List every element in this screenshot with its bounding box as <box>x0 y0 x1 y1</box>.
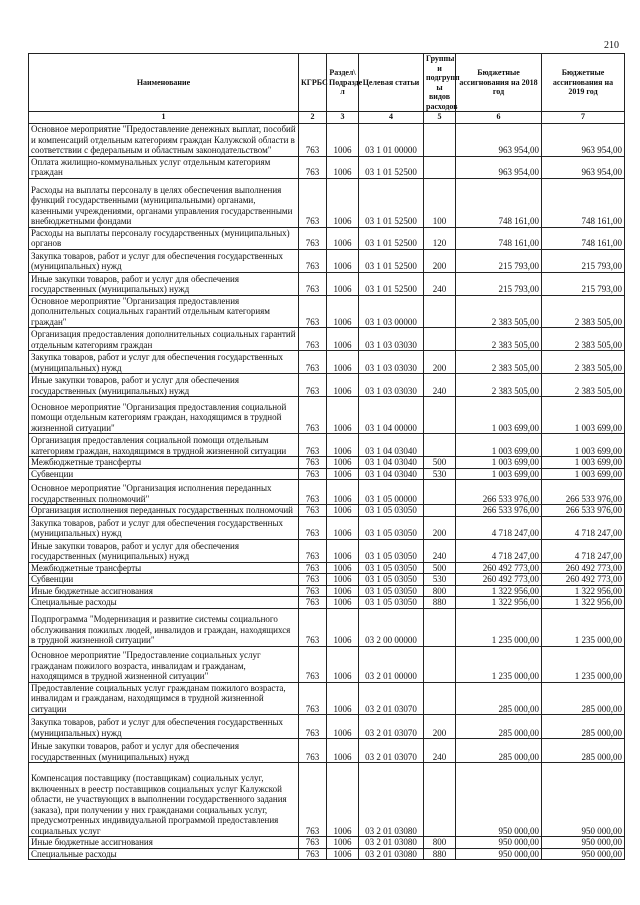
row-kgrbs: 763 <box>299 328 327 351</box>
row-expense-group: 500 <box>424 457 456 469</box>
row-kgrbs: 763 <box>299 156 327 178</box>
row-amount-2018: 950 000,00 <box>456 837 542 849</box>
row-target-article: 03 1 01 52500 <box>359 156 424 178</box>
row-amount-2018: 963 954,00 <box>456 156 542 178</box>
row-name: Межбюджетные трансферты <box>29 562 299 574</box>
row-name: Предоставление социальных услуг гражданам пожилого возраста, инвалидам и гражданам, находящимся в трудной жизненной ситуации <box>29 682 299 715</box>
row-target-article: 03 1 04 03040 <box>359 457 424 469</box>
row-target-article: 03 1 01 52500 <box>359 272 424 295</box>
table-row <box>29 397 625 434</box>
row-target-article: 03 1 05 03050 <box>359 539 424 562</box>
row-name: Закупка товаров, работ и услуг для обеспечения государственных (муниципальных) нужд <box>29 715 299 739</box>
row-section: 1006 <box>327 574 359 586</box>
row-amount-2019: 1 235 000,00 <box>542 608 625 646</box>
table-row <box>29 646 625 682</box>
row-amount-2018: 260 492 773,00 <box>456 574 542 586</box>
row-kgrbs: 763 <box>299 295 327 328</box>
row-name: Специальные расходы <box>29 597 299 609</box>
row-name: Закупка товаров, работ и услуг для обеспечения государственных (муниципальных) нужд <box>29 249 299 272</box>
row-expense-group <box>424 608 456 646</box>
row-name: Субвенции <box>29 574 299 586</box>
row-section: 1006 <box>327 480 359 505</box>
header-row <box>29 54 625 112</box>
row-amount-2019: 285 000,00 <box>542 739 625 763</box>
row-amount-2018: 266 533 976,00 <box>456 505 542 517</box>
row-target-article: 03 2 01 00000 <box>359 646 424 682</box>
row-name: Организация исполнения переданных государственных полномочий <box>29 505 299 517</box>
row-target-article: 03 1 01 52500 <box>359 249 424 272</box>
row-section: 1006 <box>327 837 359 849</box>
table-row <box>29 480 625 505</box>
table-row <box>29 434 625 457</box>
row-expense-group <box>424 646 456 682</box>
row-amount-2018: 748 161,00 <box>456 178 542 227</box>
table-row <box>29 562 625 574</box>
row-amount-2018: 950 000,00 <box>456 848 542 860</box>
row-target-article: 03 1 03 03030 <box>359 328 424 351</box>
row-amount-2019: 260 492 773,00 <box>542 574 625 586</box>
row-section: 1006 <box>327 374 359 397</box>
row-amount-2019: 2 383 505,00 <box>542 328 625 351</box>
row-amount-2019: 950 000,00 <box>542 763 625 837</box>
row-amount-2019: 748 161,00 <box>542 227 625 249</box>
row-amount-2018: 2 383 505,00 <box>456 295 542 328</box>
row-name: Основное мероприятие "Предоставление социальных услуг гражданам пожилого возраста, инвалидам и гражданам, находящимся в трудной жизненной ситуации" <box>29 646 299 682</box>
row-name: Закупка товаров, работ и услуг для обеспечения государственных (муниципальных) нужд <box>29 351 299 374</box>
page-number: 210 <box>604 40 619 51</box>
row-name: Расходы на выплаты персоналу в целях обеспечения выполнения функций государственными (муниципальными) органами, казенными учреждениями, органами управления государственными внебюджетными фондами <box>29 178 299 227</box>
row-amount-2018: 1 322 956,00 <box>456 585 542 597</box>
row-amount-2019: 950 000,00 <box>542 837 625 849</box>
table-row <box>29 715 625 739</box>
row-kgrbs: 763 <box>299 837 327 849</box>
row-name: Иные бюджетные ассигнования <box>29 585 299 597</box>
row-section: 1006 <box>327 597 359 609</box>
row-kgrbs: 763 <box>299 123 327 156</box>
row-kgrbs: 763 <box>299 516 327 539</box>
row-amount-2018: 1 235 000,00 <box>456 646 542 682</box>
row-amount-2019: 285 000,00 <box>542 715 625 739</box>
row-amount-2018: 285 000,00 <box>456 739 542 763</box>
row-target-article: 03 1 03 03030 <box>359 351 424 374</box>
row-expense-group: 240 <box>424 272 456 295</box>
row-name: Оплата жилищно-коммунальных услуг отдельным категориям граждан <box>29 156 299 178</box>
row-section: 1006 <box>327 397 359 434</box>
row-expense-group: 800 <box>424 837 456 849</box>
index-cell: 3 <box>327 112 359 124</box>
table-row <box>29 328 625 351</box>
header-name: Наименование <box>29 54 299 112</box>
row-name: Иные закупки товаров, работ и услуг для обеспечения государственных (муниципальных) нужд <box>29 272 299 295</box>
row-expense-group: 200 <box>424 715 456 739</box>
row-amount-2018: 1 003 699,00 <box>456 468 542 480</box>
row-amount-2019: 2 383 505,00 <box>542 351 625 374</box>
row-target-article: 03 1 04 03040 <box>359 468 424 480</box>
row-expense-group: 500 <box>424 562 456 574</box>
row-kgrbs: 763 <box>299 608 327 646</box>
row-target-article: 03 1 01 00000 <box>359 123 424 156</box>
row-target-article: 03 1 01 52500 <box>359 227 424 249</box>
row-target-article: 03 2 01 03080 <box>359 848 424 860</box>
row-name: Иные закупки товаров, работ и услуг для обеспечения государственных (муниципальных) нужд <box>29 374 299 397</box>
row-amount-2019: 285 000,00 <box>542 682 625 715</box>
table-row <box>29 574 625 586</box>
row-amount-2018: 215 793,00 <box>456 249 542 272</box>
row-amount-2018: 1 003 699,00 <box>456 397 542 434</box>
row-kgrbs: 763 <box>299 374 327 397</box>
row-amount-2018: 266 533 976,00 <box>456 480 542 505</box>
row-kgrbs: 763 <box>299 539 327 562</box>
row-expense-group: 200 <box>424 516 456 539</box>
row-kgrbs: 763 <box>299 468 327 480</box>
row-amount-2018: 260 492 773,00 <box>456 562 542 574</box>
row-target-article: 03 2 01 03080 <box>359 763 424 837</box>
row-target-article: 03 1 03 03030 <box>359 374 424 397</box>
row-expense-group: 880 <box>424 848 456 860</box>
row-expense-group <box>424 480 456 505</box>
row-amount-2018: 1 322 956,00 <box>456 597 542 609</box>
table-row <box>29 763 625 837</box>
row-name: Организация предоставления социальной помощи отдельным категориям граждан, находящимся в трудной жизненной ситуации <box>29 434 299 457</box>
row-kgrbs: 763 <box>299 178 327 227</box>
row-expense-group: 530 <box>424 468 456 480</box>
table-row <box>29 295 625 328</box>
header-group: Группы и подгрупп ы видов расходов <box>424 54 456 112</box>
row-name: Организация предоставления дополнительных социальных гарантий отдельным категориям граждан <box>29 328 299 351</box>
row-amount-2018: 2 383 505,00 <box>456 374 542 397</box>
index-cell: 1 <box>29 112 299 124</box>
table-row <box>29 457 625 469</box>
row-amount-2018: 950 000,00 <box>456 763 542 837</box>
row-expense-group <box>424 397 456 434</box>
row-section: 1006 <box>327 646 359 682</box>
row-amount-2019: 2 383 505,00 <box>542 295 625 328</box>
row-name: Основное мероприятие "Организация предоставления дополнительных социальных гарантий отдельным категориям граждан" <box>29 295 299 328</box>
row-amount-2019: 4 718 247,00 <box>542 516 625 539</box>
table-row <box>29 178 625 227</box>
index-cell: 5 <box>424 112 456 124</box>
row-name: Закупка товаров, работ и услуг для обеспечения государственных (муниципальных) нужд <box>29 516 299 539</box>
row-target-article: 03 1 04 03040 <box>359 434 424 457</box>
row-kgrbs: 763 <box>299 397 327 434</box>
row-expense-group <box>424 328 456 351</box>
row-target-article: 03 1 05 03050 <box>359 574 424 586</box>
row-amount-2019: 1 003 699,00 <box>542 397 625 434</box>
row-expense-group: 240 <box>424 739 456 763</box>
row-expense-group <box>424 763 456 837</box>
row-kgrbs: 763 <box>299 249 327 272</box>
row-target-article: 03 1 05 03050 <box>359 597 424 609</box>
row-section: 1006 <box>327 505 359 517</box>
row-amount-2019: 4 718 247,00 <box>542 539 625 562</box>
row-target-article: 03 1 04 00000 <box>359 397 424 434</box>
row-name: Специальные расходы <box>29 848 299 860</box>
row-name: Компенсация поставщику (поставщикам) социальных услуг, включенных в реестр поставщиков социальных услуг Калужской области, не участвующих в выполнении государственного задания (заказа), при получении у них гражданами социальных услуг, предусмотренных индивидуальной программой предоставления социальных услуг <box>29 763 299 837</box>
table-row <box>29 505 625 517</box>
row-expense-group: 200 <box>424 351 456 374</box>
row-kgrbs: 763 <box>299 480 327 505</box>
table-row <box>29 468 625 480</box>
row-expense-group: 200 <box>424 249 456 272</box>
row-amount-2018: 1 235 000,00 <box>456 608 542 646</box>
row-amount-2019: 1 003 699,00 <box>542 457 625 469</box>
row-amount-2018: 4 718 247,00 <box>456 516 542 539</box>
row-expense-group: 800 <box>424 585 456 597</box>
row-section: 1006 <box>327 468 359 480</box>
budget-table <box>28 53 625 860</box>
row-kgrbs: 763 <box>299 272 327 295</box>
row-section: 1006 <box>327 739 359 763</box>
row-expense-group: 240 <box>424 374 456 397</box>
row-section: 1006 <box>327 227 359 249</box>
table-row <box>29 848 625 860</box>
row-kgrbs: 763 <box>299 505 327 517</box>
row-target-article: 03 2 01 03080 <box>359 837 424 849</box>
row-amount-2019: 748 161,00 <box>542 178 625 227</box>
row-section: 1006 <box>327 328 359 351</box>
table-row <box>29 837 625 849</box>
table-row <box>29 516 625 539</box>
index-cell: 4 <box>359 112 424 124</box>
row-amount-2018: 4 718 247,00 <box>456 539 542 562</box>
row-amount-2019: 266 533 976,00 <box>542 505 625 517</box>
row-target-article: 03 2 00 00000 <box>359 608 424 646</box>
index-cell: 7 <box>542 112 625 124</box>
row-amount-2019: 1 235 000,00 <box>542 646 625 682</box>
index-cell: 6 <box>456 112 542 124</box>
table-row <box>29 539 625 562</box>
table-row <box>29 249 625 272</box>
row-expense-group: 120 <box>424 227 456 249</box>
row-target-article: 03 1 05 03050 <box>359 562 424 574</box>
row-target-article: 03 2 01 03070 <box>359 739 424 763</box>
table-row <box>29 608 625 646</box>
row-section: 1006 <box>327 178 359 227</box>
row-amount-2019: 1 003 699,00 <box>542 434 625 457</box>
row-target-article: 03 1 05 03050 <box>359 585 424 597</box>
row-section: 1006 <box>327 351 359 374</box>
row-expense-group: 240 <box>424 539 456 562</box>
row-name: Иные закупки товаров, работ и услуг для обеспечения государственных (муниципальных) нужд <box>29 739 299 763</box>
row-target-article: 03 1 03 00000 <box>359 295 424 328</box>
table-row <box>29 374 625 397</box>
row-expense-group: 100 <box>424 178 456 227</box>
row-kgrbs: 763 <box>299 763 327 837</box>
row-amount-2019: 260 492 773,00 <box>542 562 625 574</box>
row-name: Межбюджетные трансферты <box>29 457 299 469</box>
row-target-article: 03 2 01 03070 <box>359 682 424 715</box>
row-name: Основное мероприятие "Организация предоставления социальной помощи отдельным категориям граждан, находящимся в трудной жизненной ситуации" <box>29 397 299 434</box>
row-target-article: 03 1 05 03050 <box>359 505 424 517</box>
row-kgrbs: 763 <box>299 739 327 763</box>
row-kgrbs: 763 <box>299 715 327 739</box>
table-row <box>29 597 625 609</box>
row-expense-group <box>424 156 456 178</box>
row-section: 1006 <box>327 682 359 715</box>
row-name: Основное мероприятие "Предоставление денежных выплат, пособий и компенсаций отдельным категориям граждан Калужской области в соответствии с федеральным и областным законодательством" <box>29 123 299 156</box>
row-amount-2019: 950 000,00 <box>542 848 625 860</box>
index-cell: 2 <box>299 112 327 124</box>
row-section: 1006 <box>327 249 359 272</box>
row-kgrbs: 763 <box>299 457 327 469</box>
row-amount-2018: 285 000,00 <box>456 715 542 739</box>
row-kgrbs: 763 <box>299 848 327 860</box>
row-amount-2019: 963 954,00 <box>542 123 625 156</box>
row-section: 1006 <box>327 272 359 295</box>
row-name: Иные закупки товаров, работ и услуг для обеспечения государственных (муниципальных) нужд <box>29 539 299 562</box>
row-amount-2019: 1 322 956,00 <box>542 585 625 597</box>
header-2018: Бюджетные ассигнования на 2018 год <box>456 54 542 112</box>
row-expense-group: 530 <box>424 574 456 586</box>
header-kgrbs: КГРБС <box>299 54 327 112</box>
row-target-article: 03 1 01 52500 <box>359 178 424 227</box>
row-amount-2019: 215 793,00 <box>542 249 625 272</box>
table-row <box>29 123 625 156</box>
row-expense-group <box>424 434 456 457</box>
row-amount-2018: 285 000,00 <box>456 682 542 715</box>
row-amount-2019: 1 003 699,00 <box>542 468 625 480</box>
row-section: 1006 <box>327 123 359 156</box>
row-section: 1006 <box>327 585 359 597</box>
row-amount-2018: 2 383 505,00 <box>456 328 542 351</box>
header-section: Раздел\ Подразде л <box>327 54 359 112</box>
row-section: 1006 <box>327 763 359 837</box>
table-row <box>29 156 625 178</box>
row-kgrbs: 763 <box>299 351 327 374</box>
row-name: Субвенции <box>29 468 299 480</box>
row-amount-2019: 215 793,00 <box>542 272 625 295</box>
row-amount-2019: 1 322 956,00 <box>542 597 625 609</box>
row-expense-group <box>424 505 456 517</box>
row-section: 1006 <box>327 608 359 646</box>
row-kgrbs: 763 <box>299 682 327 715</box>
row-section: 1006 <box>327 516 359 539</box>
row-name: Иные бюджетные ассигнования <box>29 837 299 849</box>
row-section: 1006 <box>327 539 359 562</box>
row-kgrbs: 763 <box>299 227 327 249</box>
row-amount-2018: 748 161,00 <box>456 227 542 249</box>
header-2019: Бюджетные ассигнования на 2019 год <box>542 54 625 112</box>
row-amount-2019: 963 954,00 <box>542 156 625 178</box>
table-row <box>29 585 625 597</box>
table-row <box>29 682 625 715</box>
row-kgrbs: 763 <box>299 585 327 597</box>
row-section: 1006 <box>327 715 359 739</box>
row-kgrbs: 763 <box>299 562 327 574</box>
row-amount-2018: 1 003 699,00 <box>456 457 542 469</box>
table-row <box>29 351 625 374</box>
row-target-article: 03 1 05 03050 <box>359 516 424 539</box>
row-amount-2018: 215 793,00 <box>456 272 542 295</box>
row-expense-group <box>424 123 456 156</box>
column-index-row <box>29 112 625 124</box>
row-expense-group <box>424 295 456 328</box>
header-target: Целевая статьи <box>359 54 424 112</box>
row-kgrbs: 763 <box>299 434 327 457</box>
row-name: Расходы на выплаты персоналу государственных (муниципальных) органов <box>29 227 299 249</box>
row-kgrbs: 763 <box>299 574 327 586</box>
table-row <box>29 272 625 295</box>
row-section: 1006 <box>327 562 359 574</box>
row-kgrbs: 763 <box>299 646 327 682</box>
row-amount-2019: 2 383 505,00 <box>542 374 625 397</box>
row-name: Подпрограмма "Модернизация и развитие системы социального обслуживания пожилых людей, инвалидов и граждан, находящихся в трудной жизненной ситуации" <box>29 608 299 646</box>
row-amount-2018: 2 383 505,00 <box>456 351 542 374</box>
row-amount-2019: 266 533 976,00 <box>542 480 625 505</box>
row-section: 1006 <box>327 295 359 328</box>
row-section: 1006 <box>327 848 359 860</box>
row-section: 1006 <box>327 457 359 469</box>
row-section: 1006 <box>327 434 359 457</box>
row-name: Основное мероприятие "Организация исполнения переданных государственных полномочий" <box>29 480 299 505</box>
row-expense-group <box>424 682 456 715</box>
table-row <box>29 227 625 249</box>
row-target-article: 03 2 01 03070 <box>359 715 424 739</box>
row-section: 1006 <box>327 156 359 178</box>
row-target-article: 03 1 05 00000 <box>359 480 424 505</box>
row-amount-2018: 963 954,00 <box>456 123 542 156</box>
row-amount-2018: 1 003 699,00 <box>456 434 542 457</box>
row-kgrbs: 763 <box>299 597 327 609</box>
table-row <box>29 739 625 763</box>
row-expense-group: 880 <box>424 597 456 609</box>
